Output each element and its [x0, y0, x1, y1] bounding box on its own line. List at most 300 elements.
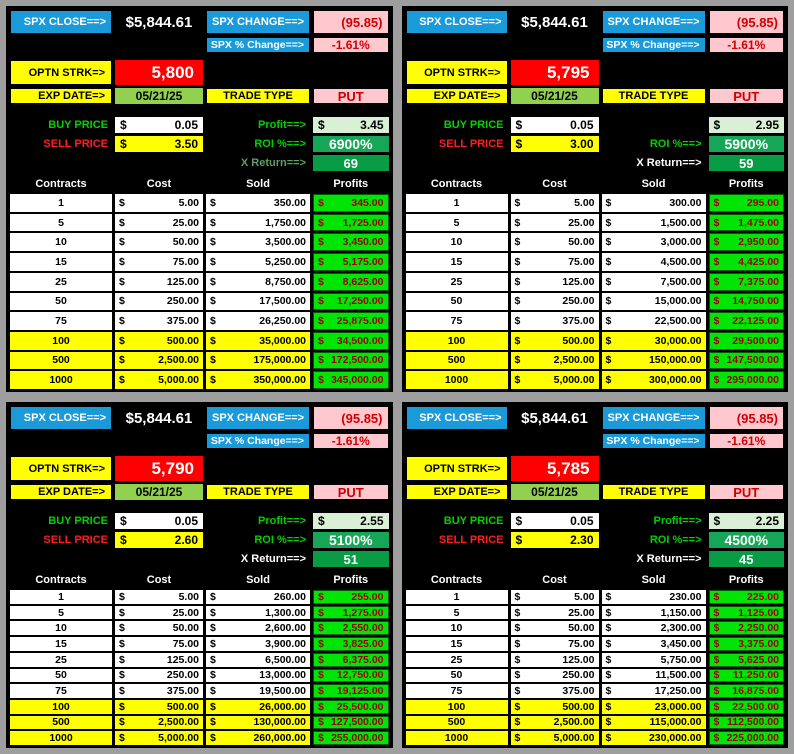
currency-symbol: $: [605, 606, 612, 619]
contracts-cell: 1: [406, 194, 508, 212]
cost-cell: [115, 700, 203, 714]
currency-symbol: $: [210, 590, 216, 603]
profit-amount: 255,000.00: [330, 732, 384, 745]
profit-amount: 255.00: [351, 590, 384, 603]
exp-date-row: [406, 484, 785, 500]
spx-pct-change-value: -1.61%: [313, 37, 389, 53]
sold-amount: 30,000.00: [654, 334, 702, 347]
cost-cell: [115, 606, 203, 620]
exp-date-value[interactable]: 05/21/25: [511, 484, 599, 500]
cost-amount: 500.00: [562, 700, 595, 713]
contracts-cell: 50: [10, 669, 112, 683]
currency-symbol: $: [210, 275, 216, 288]
contracts-cell: 100: [10, 700, 112, 714]
contracts-cell: 15: [10, 637, 112, 651]
currency-symbol: $: [514, 334, 521, 347]
sell-price-input[interactable]: [511, 532, 599, 548]
option-strike-row: [10, 60, 389, 85]
roi-value: 4500%: [709, 532, 785, 548]
cost-cell: [511, 253, 599, 271]
sold-amount: 3,000.00: [660, 236, 702, 249]
currency-symbol: $: [713, 700, 720, 713]
currency-symbol: $: [514, 374, 521, 387]
currency-symbol: $: [514, 637, 521, 650]
profit-amount: 2,950.00: [738, 236, 779, 249]
buy-price-value: 0.05: [174, 118, 198, 132]
currency-symbol: $: [713, 637, 720, 650]
currency-symbol: $: [713, 716, 720, 729]
contracts-cell: 1000: [406, 371, 508, 389]
currency-symbol: $: [318, 637, 324, 650]
profits-header: Profits: [333, 574, 369, 586]
optn-strk-label: OPTN STRK=>: [10, 60, 112, 85]
roi-label: ROI %==>: [649, 534, 702, 546]
currency-symbol: $: [713, 669, 720, 682]
currency-symbol: $: [605, 216, 612, 229]
contracts-cell: 100: [406, 332, 508, 350]
currency-symbol: $: [318, 196, 324, 209]
currency-symbol: $: [119, 637, 125, 650]
profits-cell: [709, 332, 785, 350]
contracts-cell: 50: [10, 293, 112, 311]
sell-price-input[interactable]: [511, 136, 599, 152]
profit-amount: 34,500.00: [336, 334, 384, 347]
exp-date-label: EXP DATE=>: [406, 484, 508, 500]
profits-cell: [709, 684, 785, 698]
currency-symbol: $: [514, 606, 521, 619]
sell-price-row: [406, 136, 785, 152]
cost-amount: 75.00: [172, 255, 199, 268]
cost-amount: 500.00: [562, 334, 595, 347]
sold-amount: 1,500.00: [660, 216, 702, 229]
profit-amount: 127,500.00: [330, 716, 384, 729]
profits-cell: [709, 716, 785, 730]
exp-date-row: [10, 88, 389, 104]
currency-symbol: $: [514, 196, 521, 209]
exp-date-value[interactable]: 05/21/25: [511, 88, 599, 104]
x-return-value: 45: [709, 551, 785, 567]
contracts-cell: 25: [406, 273, 508, 291]
currency-symbol: $: [119, 374, 125, 387]
sold-amount: 11,500.00: [655, 669, 702, 682]
profits-cell: [709, 621, 785, 635]
exp-date-value[interactable]: 05/21/25: [115, 484, 203, 500]
sold-cell: [602, 194, 706, 212]
cost-cell: [511, 293, 599, 311]
currency-symbol: $: [119, 236, 125, 249]
cost-cell: [511, 606, 599, 620]
contract-row: [10, 293, 389, 311]
cost-amount: 25.00: [172, 606, 199, 619]
currency-symbol: $: [713, 374, 720, 387]
cost-amount: 5,000.00: [553, 374, 595, 387]
profits-cell: [709, 194, 785, 212]
currency-symbol: $: [318, 590, 324, 603]
sell-price-label: SELL PRICE: [438, 138, 504, 150]
sold-amount: 2,600.00: [265, 622, 306, 635]
currency-symbol: $: [514, 716, 521, 729]
currency-symbol: $: [210, 685, 216, 698]
profit-value: 2.55: [360, 514, 384, 528]
currency-symbol: $: [713, 295, 720, 308]
spx-close-label: SPX CLOSE==>: [406, 10, 508, 34]
cost-cell: [115, 253, 203, 271]
spx-change-label: SPX CHANGE==>: [206, 10, 310, 34]
sell-price-row: [10, 532, 389, 548]
sold-amount: 175,000.00: [253, 354, 306, 367]
sold-amount: 22,500.00: [654, 315, 702, 328]
currency-symbol: $: [119, 732, 125, 745]
currency-symbol: $: [514, 315, 521, 328]
profits-cell: [709, 731, 785, 745]
currency-symbol: $: [713, 315, 720, 328]
spx-change-label: SPX CHANGE==>: [602, 406, 706, 430]
cost-amount: 125.00: [562, 653, 595, 666]
profit-amount: 1,475.00: [738, 216, 779, 229]
profit-label: Profit==>: [258, 119, 306, 131]
profits-cell: [709, 312, 785, 330]
contract-row: [406, 716, 785, 730]
profit-amount: 3,375.00: [738, 637, 779, 650]
roi-label: ROI %==>: [254, 138, 306, 150]
currency-symbol: $: [605, 236, 612, 249]
contracts-cell: 5: [406, 606, 508, 620]
profit-amount: 19,125.00: [336, 685, 384, 698]
sell-price-value: 2.60: [174, 533, 198, 547]
sold-cell: [206, 700, 310, 714]
currency-symbol: $: [318, 716, 324, 729]
cost-cell: [115, 194, 203, 212]
trade-type-value: PUT: [709, 484, 785, 500]
sold-amount: 260.00: [273, 590, 306, 603]
cost-cell: [511, 684, 599, 698]
contracts-cell: 25: [10, 653, 112, 667]
optn-strk-value[interactable]: 5,795: [511, 60, 599, 85]
profit-amount: 3,450.00: [342, 236, 384, 249]
currency-symbol: $: [318, 216, 324, 229]
sell-price-label: SELL PRICE: [43, 138, 108, 150]
contracts-cell: 10: [10, 621, 112, 635]
cost-cell: [115, 669, 203, 683]
sold-cell: [206, 233, 310, 251]
profits-cell: [709, 214, 785, 232]
sold-header: Sold: [641, 178, 666, 190]
profits-cell: [313, 371, 389, 389]
currency-symbol: $: [713, 606, 720, 619]
currency-symbol: $: [210, 374, 216, 387]
profit-amount: 295.00: [746, 196, 779, 209]
cost-amount: 50.00: [568, 622, 595, 635]
cost-cell: [511, 637, 599, 651]
cost-cell: [511, 669, 599, 683]
cost-cell: [115, 273, 203, 291]
contract-row: [406, 731, 785, 745]
table-header-row: [10, 572, 389, 588]
currency-symbol: $: [605, 637, 612, 650]
spx-put-calculator-panel: [402, 402, 789, 748]
optn-strk-value[interactable]: 5,790: [115, 456, 203, 481]
currency-symbol: $: [318, 374, 324, 387]
sold-cell: [602, 653, 706, 667]
cost-amount: 5.00: [574, 590, 595, 603]
sold-cell: [206, 716, 310, 730]
exp-date-row: [406, 88, 785, 104]
contracts-cell: 5: [406, 214, 508, 232]
currency-symbol: $: [119, 255, 125, 268]
sold-cell: [206, 684, 310, 698]
sell-price-input[interactable]: [115, 532, 203, 548]
cost-amount: 25.00: [568, 606, 595, 619]
profit-value-cell: [709, 117, 785, 133]
contracts-cell: 15: [406, 253, 508, 271]
spx-put-calculator-panel: [6, 402, 393, 748]
profits-cell: [313, 684, 389, 698]
sold-amount: 130,000.00: [253, 716, 306, 729]
buy-price-label: BUY PRICE: [443, 515, 504, 527]
table-header-row: [10, 176, 389, 192]
currency-symbol: $: [119, 653, 125, 666]
sold-cell: [206, 312, 310, 330]
profit-value: 3.45: [360, 118, 384, 132]
sold-cell: [206, 273, 310, 291]
cost-header: Cost: [542, 178, 567, 190]
profit-amount: 5,175.00: [342, 255, 384, 268]
sell-price-row: [10, 136, 389, 152]
currency-symbol: $: [605, 700, 612, 713]
cost-amount: 375.00: [562, 685, 595, 698]
sold-amount: 17,250.00: [654, 685, 702, 698]
profit-amount: 6,375.00: [342, 653, 384, 666]
profits-cell: [709, 700, 785, 714]
spx-put-calculator-panel: [402, 6, 789, 392]
cost-amount: 500.00: [166, 334, 199, 347]
currency-symbol: $: [713, 653, 720, 666]
profit-value-cell: [313, 513, 389, 529]
contract-row: [10, 716, 389, 730]
currency-symbol: $: [210, 255, 216, 268]
cost-cell: [115, 684, 203, 698]
currency-symbol: $: [318, 669, 324, 682]
currency-symbol: $: [210, 334, 216, 347]
sold-amount: 150,000.00: [648, 354, 702, 367]
currency-symbol: $: [120, 118, 127, 132]
buy-price-input[interactable]: [511, 117, 599, 133]
cost-amount: 2,500.00: [158, 716, 199, 729]
profit-value: 2.95: [755, 118, 779, 132]
contract-row: [406, 233, 785, 251]
roi-label: ROI %==>: [649, 138, 702, 150]
currency-symbol: $: [210, 732, 216, 745]
cost-amount: 5,000.00: [158, 374, 199, 387]
profit-label: [602, 117, 706, 133]
cost-cell: [115, 731, 203, 745]
contract-table-body: [406, 194, 785, 389]
spx-close-value: $5,844.61: [115, 10, 203, 34]
contracts-cell: 75: [10, 312, 112, 330]
profits-cell: [313, 293, 389, 311]
buy-price-input[interactable]: [115, 117, 203, 133]
cost-amount: 250.00: [562, 295, 595, 308]
sold-amount: 115,000.00: [649, 716, 702, 729]
currency-symbol: $: [210, 216, 216, 229]
currency-symbol: $: [605, 374, 612, 387]
contracts-cell: 25: [10, 273, 112, 291]
sold-cell: [206, 637, 310, 651]
sold-cell: [206, 293, 310, 311]
spx-change-value: (95.85): [313, 406, 389, 430]
cost-cell: [511, 716, 599, 730]
currency-symbol: $: [318, 118, 325, 132]
option-strike-row: [406, 456, 785, 481]
currency-symbol: $: [318, 334, 324, 347]
cost-amount: 250.00: [562, 669, 595, 682]
contracts-header: Contracts: [35, 178, 87, 190]
trade-type-value: PUT: [313, 484, 389, 500]
cost-amount: 125.00: [166, 653, 199, 666]
currency-symbol: $: [605, 622, 612, 635]
sell-price-value: 2.30: [570, 533, 594, 547]
cost-cell: [115, 590, 203, 604]
currency-symbol: $: [119, 354, 125, 367]
profit-amount: 11,250.00: [732, 669, 779, 682]
currency-symbol: $: [605, 716, 612, 729]
currency-symbol: $: [119, 716, 125, 729]
contract-row: [406, 669, 785, 683]
profit-amount: 147,500.00: [726, 354, 779, 367]
contract-row: [10, 332, 389, 350]
profit-amount: 112,500.00: [727, 716, 779, 729]
currency-symbol: $: [210, 637, 216, 650]
sold-cell: [602, 621, 706, 635]
sold-amount: 350,000.00: [253, 374, 306, 387]
sold-amount: 300,000.00: [648, 374, 702, 387]
currency-symbol: $: [514, 590, 521, 603]
contract-table-body: [406, 590, 785, 745]
cost-amount: 2,500.00: [553, 354, 595, 367]
sold-cell: [602, 293, 706, 311]
profits-cell: [709, 371, 785, 389]
sold-amount: 230,000.00: [648, 732, 702, 745]
profits-cell: [313, 590, 389, 604]
contracts-cell: 50: [406, 669, 508, 683]
contract-row: [406, 352, 785, 370]
profit-amount: 16,875.00: [732, 685, 779, 698]
sold-cell: [602, 371, 706, 389]
contract-row: [406, 653, 785, 667]
sold-cell: [602, 684, 706, 698]
profits-cell: [313, 716, 389, 730]
contract-row: [10, 684, 389, 698]
currency-symbol: $: [210, 653, 216, 666]
currency-symbol: $: [119, 590, 125, 603]
spx-close-row: [10, 10, 389, 34]
buy-price-input[interactable]: [115, 513, 203, 529]
spx-close-row: [406, 406, 785, 430]
table-header-row: [406, 572, 785, 588]
profits-cell: [313, 194, 389, 212]
sold-cell: [206, 371, 310, 389]
sold-cell: [206, 590, 310, 604]
cost-amount: 375.00: [562, 315, 595, 328]
profit-amount: 2,550.00: [342, 622, 384, 635]
spx-change-label: SPX CHANGE==>: [602, 10, 706, 34]
spx-change-value: (95.85): [709, 10, 785, 34]
profits-cell: [709, 590, 785, 604]
currency-symbol: $: [210, 622, 216, 635]
cost-cell: [115, 637, 203, 651]
buy-price-input[interactable]: [511, 513, 599, 529]
contracts-cell: 5: [10, 606, 112, 620]
cost-amount: 250.00: [166, 295, 199, 308]
contracts-cell: 1000: [10, 731, 112, 745]
cost-cell: [115, 233, 203, 251]
profit-amount: 345.00: [351, 196, 384, 209]
sold-amount: 19,500.00: [259, 685, 306, 698]
sold-cell: [602, 700, 706, 714]
contracts-cell: 500: [406, 352, 508, 370]
cost-amount: 375.00: [166, 685, 199, 698]
sell-price-label: SELL PRICE: [43, 534, 108, 546]
currency-symbol: $: [713, 590, 720, 603]
cost-header: Cost: [146, 574, 172, 586]
currency-symbol: $: [605, 334, 612, 347]
sold-amount: 15,000.00: [654, 295, 702, 308]
profits-cell: [709, 253, 785, 271]
sold-amount: 4,500.00: [660, 255, 702, 268]
sold-cell: [602, 253, 706, 271]
currency-symbol: $: [605, 685, 612, 698]
exp-date-value[interactable]: 05/21/25: [115, 88, 203, 104]
sell-price-label: SELL PRICE: [438, 534, 504, 546]
contract-row: [10, 312, 389, 330]
profit-amount: 12,750.00: [336, 669, 384, 682]
currency-symbol: $: [119, 315, 125, 328]
optn-strk-value[interactable]: 5,800: [115, 60, 203, 85]
sold-amount: 2,300.00: [660, 622, 702, 635]
contract-row: [406, 214, 785, 232]
cost-cell: [511, 371, 599, 389]
exp-date-label: EXP DATE=>: [406, 88, 508, 104]
optn-strk-label: OPTN STRK=>: [10, 456, 112, 481]
sold-amount: 5,250.00: [265, 255, 306, 268]
cost-cell: [511, 214, 599, 232]
profits-cell: [709, 273, 785, 291]
sold-amount: 230.00: [669, 590, 702, 603]
option-strike-row: [10, 456, 389, 481]
currency-symbol: $: [119, 196, 125, 209]
sell-price-input[interactable]: [115, 136, 203, 152]
sold-amount: 35,000.00: [259, 334, 306, 347]
profit-amount: 1,275.00: [342, 606, 384, 619]
x-return-value: 69: [313, 155, 389, 171]
contracts-cell: 15: [406, 637, 508, 651]
cost-cell: [115, 653, 203, 667]
currency-symbol: $: [119, 216, 125, 229]
cost-cell: [511, 621, 599, 635]
currency-symbol: $: [605, 255, 612, 268]
sold-cell: [206, 214, 310, 232]
profit-amount: 25,500.00: [336, 700, 384, 713]
currency-symbol: $: [713, 334, 720, 347]
sold-cell: [206, 621, 310, 635]
exp-date-row: [10, 484, 389, 500]
profits-cell: [313, 352, 389, 370]
currency-symbol: $: [605, 653, 612, 666]
sold-cell: [206, 352, 310, 370]
profits-cell: [313, 637, 389, 651]
optn-strk-value[interactable]: 5,785: [511, 456, 599, 481]
sold-amount: 23,000.00: [654, 700, 702, 713]
